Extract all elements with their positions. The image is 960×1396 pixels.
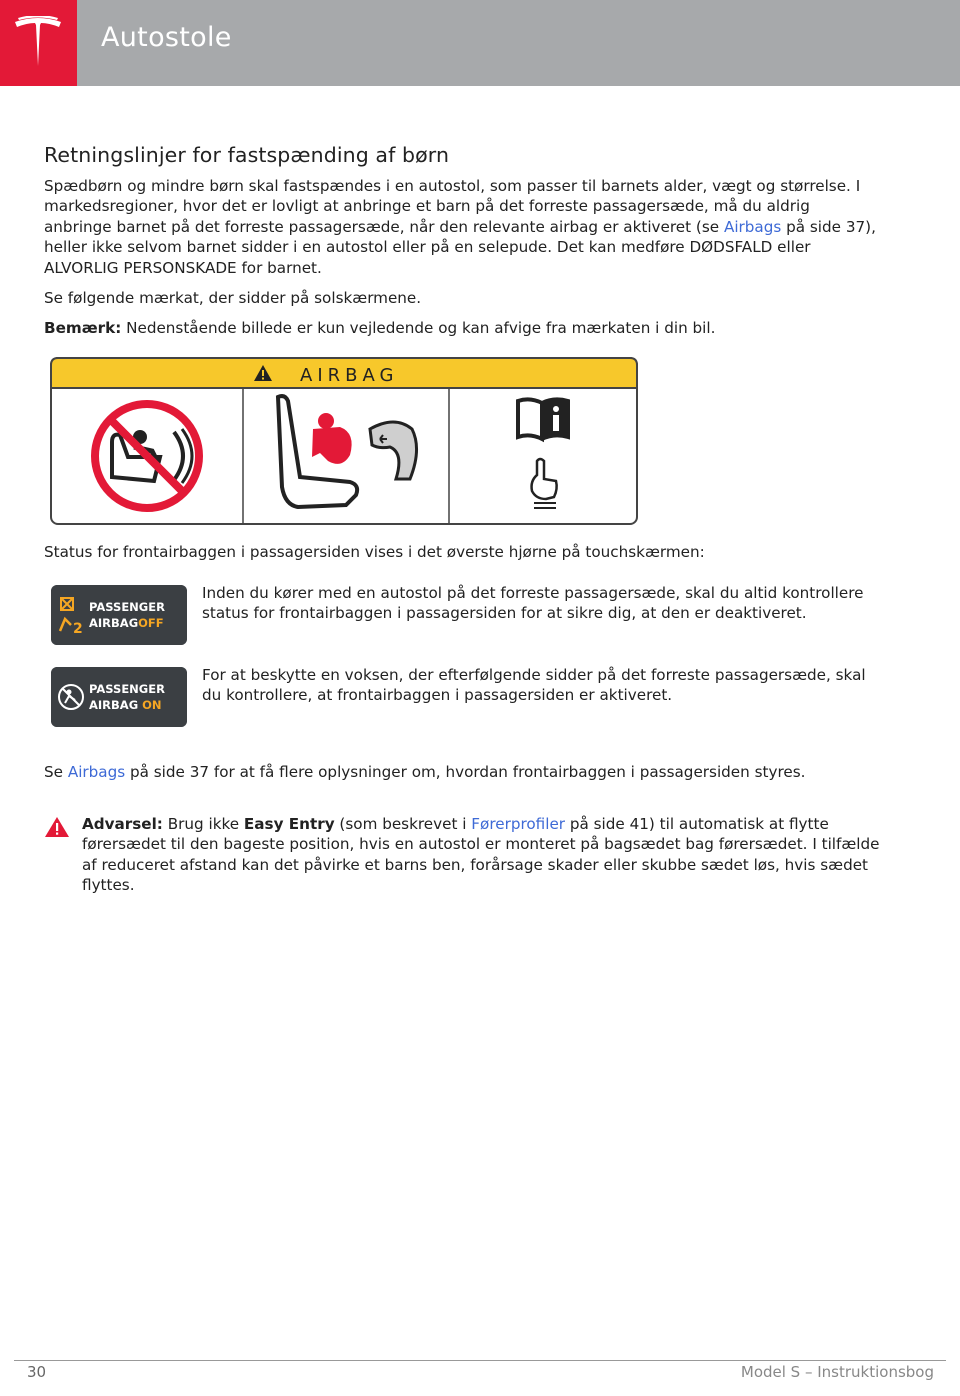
- see-airbags-paragraph: Se Airbags på side 37 for at få flere oplysninger om, hvordan frontairbaggen i passagersiden styres.: [44, 763, 806, 781]
- svg-text:AIRBAGOFF: AIRBAGOFF: [89, 616, 164, 630]
- note-paragraph: Bemærk: Nedenstående billede er kun vejledende og kan afvige fra mærkaten i din bil.: [44, 319, 716, 338]
- main-content: [44, 143, 879, 349]
- driver-profiles-link[interactable]: Førerprofiler: [471, 815, 566, 833]
- page-header: [0, 0, 960, 86]
- svg-text:2: 2: [73, 621, 83, 637]
- tesla-t-icon: [13, 16, 63, 68]
- airbag-warning-label: [50, 357, 638, 525]
- footer-title: Model S – Instruktionsbog: [740, 1363, 934, 1381]
- intro-paragraph: Spædbørn og mindre børn skal fastspændes i en autostol, som passer til barnets alder, vægt og størrelse. I markedsregioner, hvor det er lovligt at anbringe et barn på det forreste passagersæde, må du aldrig anbringe barnet på det forreste passagersæde, når den relevante airbag er aktiveret (se Airbags på side 37), heller ikke selvom barnet sidder i en autostol eller på en selepude. Det kan medføre DØDSFALD eller ALVORLIG PERSONSKADE for barnet.: [44, 177, 876, 277]
- section-heading: Retningslinjer for fastspænding af børn: [44, 143, 450, 167]
- warning-text: Advarsel: Brug ikke Easy Entry (som beskrevet i Førerprofiler på side 41) til automatisk at flytte førersædet til den bageste position, hvis en autostol er monteret på bagsædet bag førersædet. I tilfælde af reduceret afstand kan det påvirke et barns ben, forårsage skader eller skubbe sædet løs, hvis sædet flyttes.: [82, 815, 880, 895]
- sunvisor-paragraph: Se følgende mærkat, der sidder på solskærmene.: [44, 289, 422, 308]
- status-intro: Status for frontairbaggen i passagersiden vises i det øverste hjørne på touchskærmen:: [44, 543, 705, 561]
- airbag-label-title: AIRBAG: [300, 365, 399, 386]
- svg-text:PASSENGER: PASSENGER: [89, 600, 165, 614]
- passenger-airbag-on-badge: [51, 667, 187, 727]
- tesla-logo: [0, 0, 77, 86]
- airbag-on-text: For at beskytte en voksen, der efterfølgende sidder på det forreste passagersæde, skal du kontrollere, at frontairbaggen i passagersiden er aktiveret.: [202, 666, 866, 705]
- airbag-off-text: Inden du kører med en autostol på det forreste passagersæde, skal du altid kontrollere status for frontairbaggen i passagersiden for at sikre dig, at den er deaktiveret.: [202, 584, 864, 623]
- passenger-airbag-off-badge: [51, 585, 187, 645]
- page-title: Autostole: [101, 22, 232, 53]
- warning-triangle-red-icon: [44, 816, 70, 838]
- note-label: Bemærk:: [44, 319, 122, 338]
- page-number: 30: [27, 1363, 47, 1381]
- footer-divider: [14, 1360, 946, 1361]
- svg-text:AIRBAGON: AIRBAG ON: [89, 698, 162, 712]
- airbags-link-2[interactable]: Airbags: [67, 763, 126, 781]
- easy-entry-term: Easy Entry: [243, 815, 335, 833]
- warning-label: Advarsel:: [82, 815, 163, 833]
- svg-text:PASSENGER: PASSENGER: [89, 682, 165, 696]
- airbags-link[interactable]: Airbags: [723, 217, 782, 236]
